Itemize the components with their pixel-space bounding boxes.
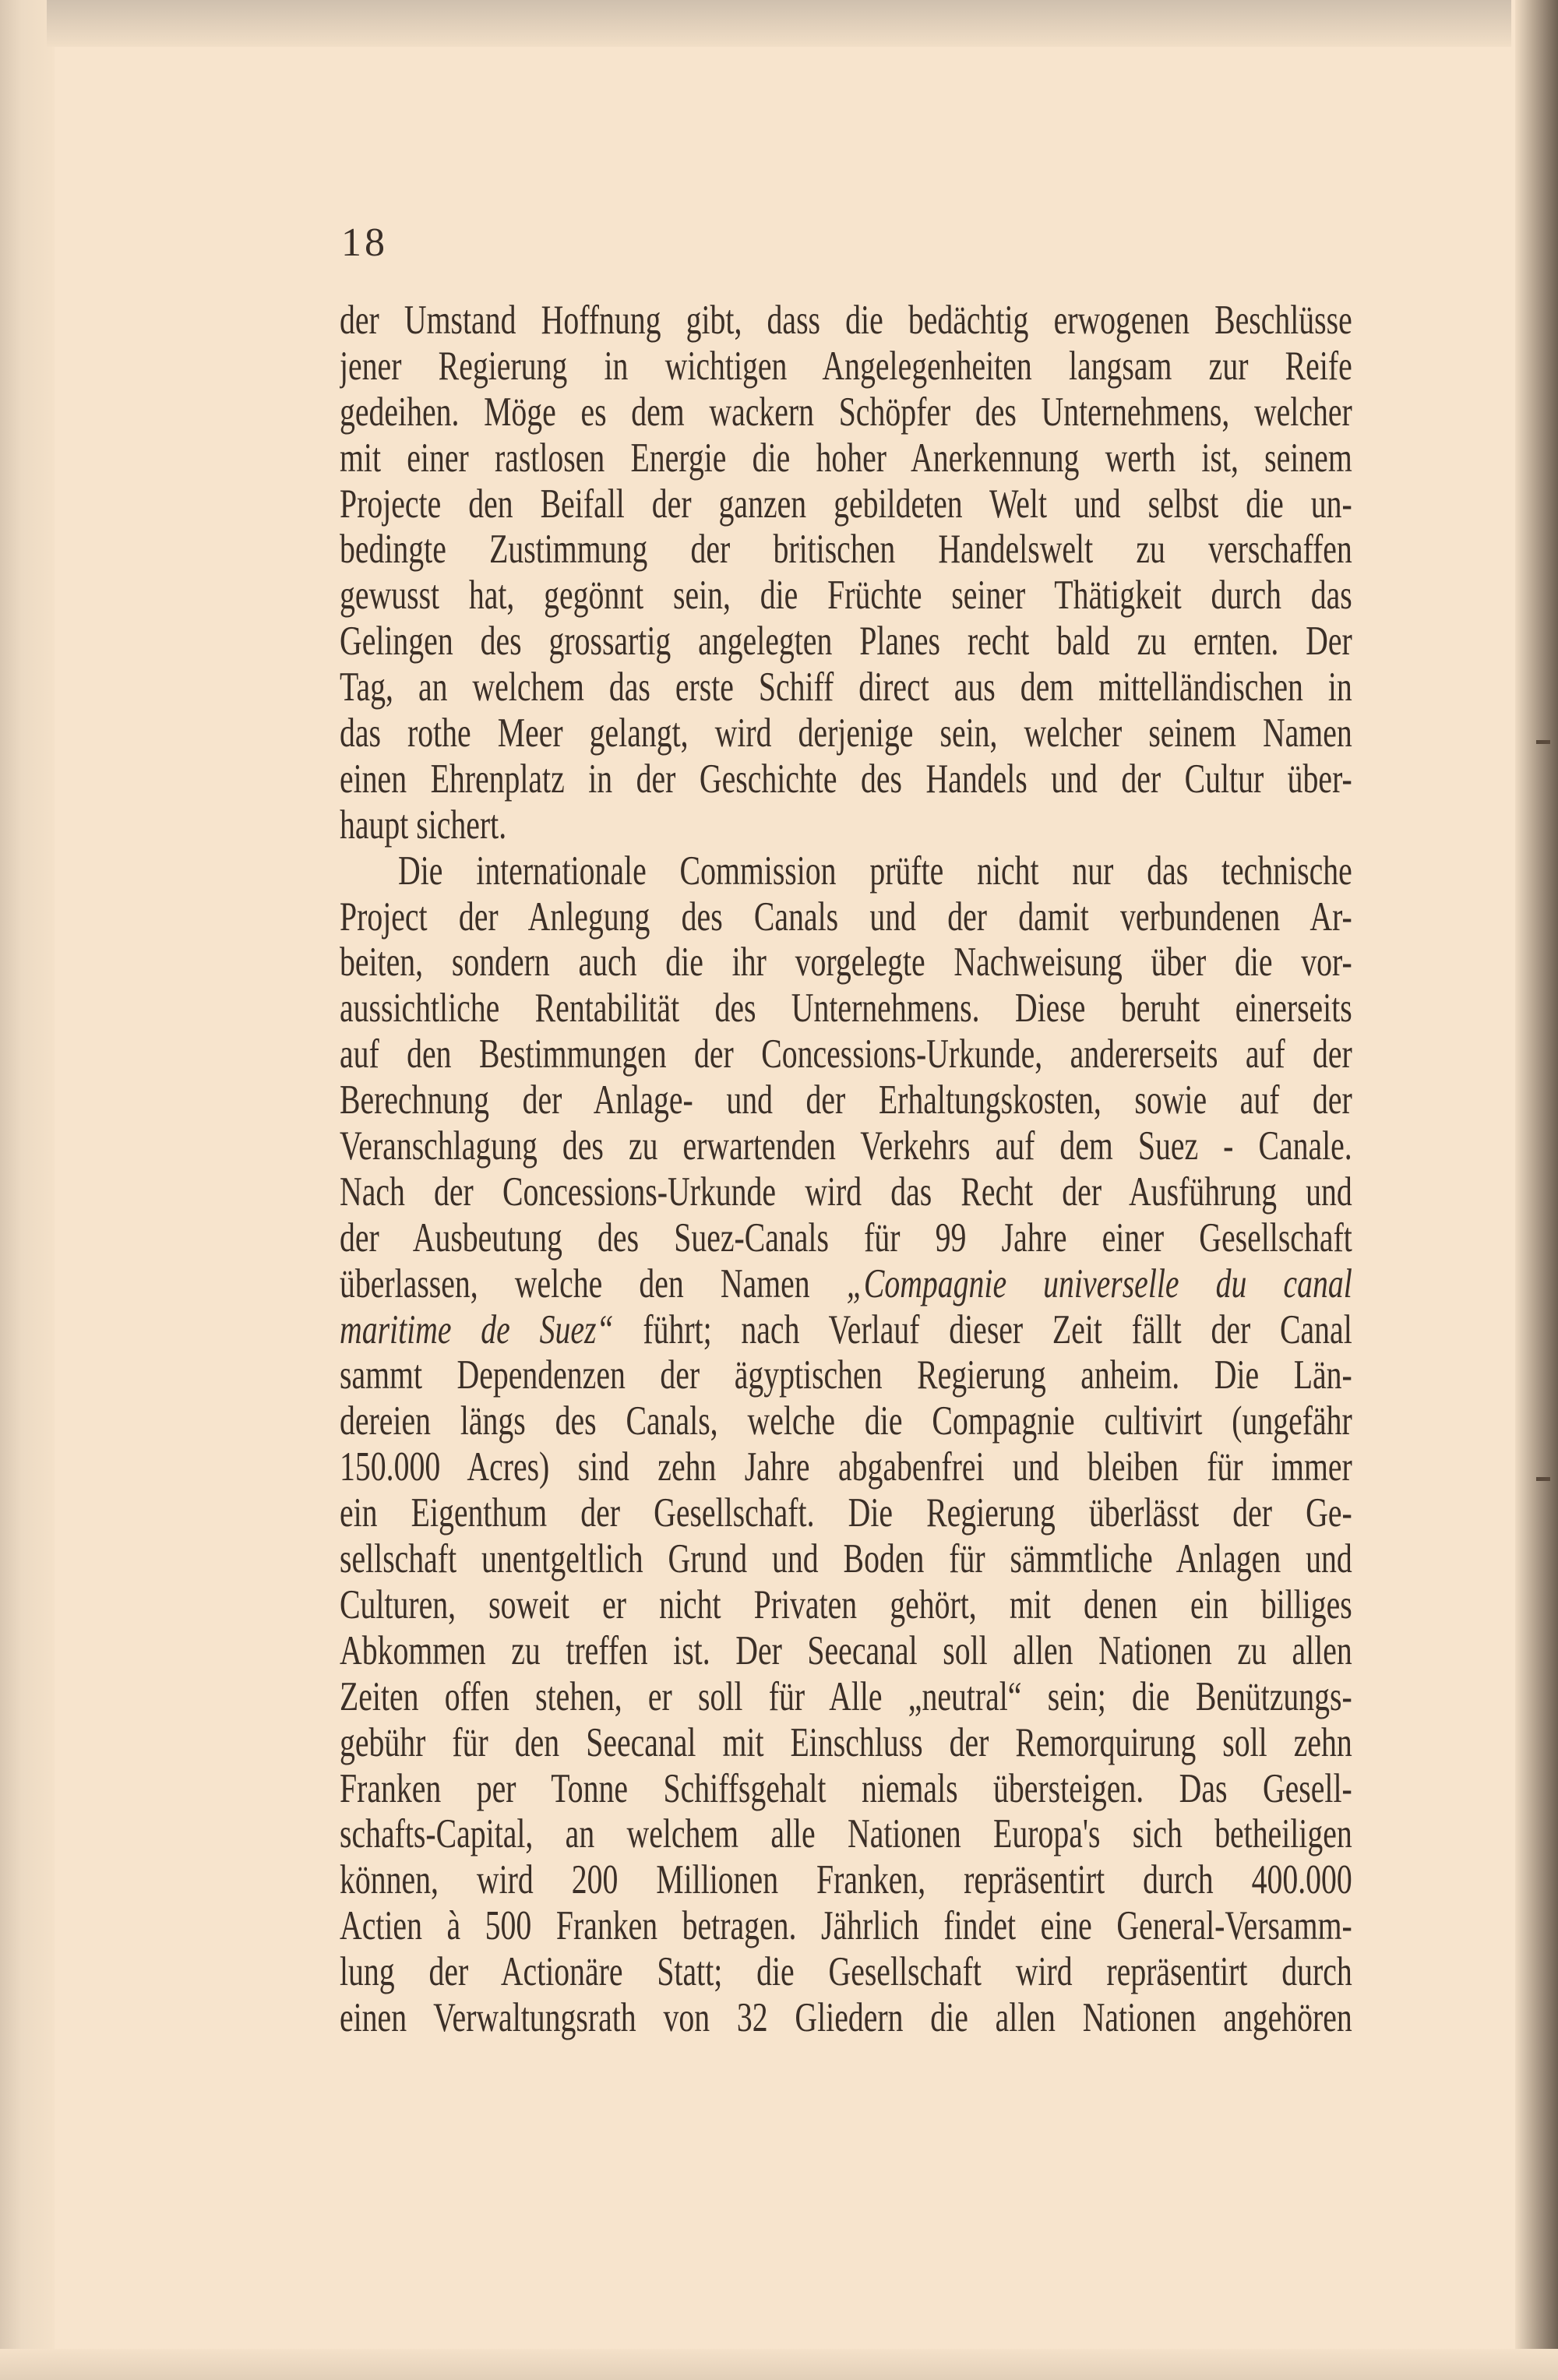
text-segment: gewusst hat, gegönnt sein, die Früchte seiner Thätigkeit durch das	[340, 573, 1352, 619]
page-number: 18	[341, 220, 388, 265]
text-line	[340, 985, 1352, 1031]
italic-text: „Compagnie universelle du canal	[846, 1261, 1352, 1306]
page-edge-bottom	[0, 2349, 1558, 2380]
text-line	[340, 1444, 1352, 1490]
text-segment: lung der Actionäre Statt; die Gesellschaft wird repräsentirt durch	[340, 1949, 1352, 1995]
text-line	[340, 1811, 1352, 1857]
text-segment: Culturen, soweit er nicht Privaten gehört, mit denen ein billiges	[340, 1581, 1352, 1627]
text-segment: Veranschlagung des zu erwartenden Verkehrs auf dem Suez - Canale.	[340, 1123, 1352, 1169]
body-text	[340, 298, 1352, 2041]
text-line	[340, 1766, 1352, 1812]
text-segment: schafts-Capital, an welchem alle Nationen Europa's sich betheiligen	[340, 1811, 1352, 1857]
text-line	[340, 802, 1352, 848]
text-segment: Nach der Concessions-Urkunde wird das Recht der Ausführung und	[340, 1169, 1352, 1215]
text-line	[340, 344, 1352, 390]
text-line	[340, 1949, 1352, 1995]
text-line	[340, 435, 1352, 481]
text-line	[340, 527, 1352, 573]
text-segment: Zeiten offen stehen, er soll für Alle „neutral“ sein; die Benützungs-	[340, 1673, 1352, 1719]
text-line	[340, 573, 1352, 619]
text-segment: beiten, sondern auch die ihr vorgelegte Nachweisung über die vor-	[340, 940, 1352, 985]
text-line	[340, 1536, 1352, 1582]
text-segment: mit einer rastlosen Energie die hoher Anerkennung werth ist, seinem	[340, 435, 1352, 481]
text-line	[340, 710, 1352, 756]
text-segment: können, wird 200 Millionen Franken, repräsentirt durch 400.000	[340, 1857, 1352, 1903]
text-segment: Die internationale Commission prüfte nicht nur das technische	[398, 848, 1352, 894]
text-segment: führt; nach Verlauf dieser Zeit fällt der Canal	[613, 1306, 1352, 1352]
text-segment: der Ausbeutung des Suez-Canals für 99 Jahre einer Gesellschaft	[340, 1215, 1352, 1261]
margin-mark	[1536, 740, 1550, 744]
text-line	[340, 665, 1352, 710]
text-line	[340, 1307, 1352, 1353]
text-line	[340, 1215, 1352, 1261]
text-line	[340, 940, 1352, 985]
text-segment: Tag, an welchem das erste Schiff direct aus dem mittelländischen in	[340, 665, 1352, 710]
text-segment: Projecte den Beifall der ganzen gebildeten Welt und selbst die un-	[340, 481, 1352, 527]
text-line	[340, 1628, 1352, 1674]
text-line	[340, 1720, 1352, 1766]
text-line	[340, 1490, 1352, 1536]
text-line	[340, 1903, 1352, 1949]
text-segment: sellschaft unentgeltlich Grund und Boden für sämmtliche Anlagen und	[340, 1536, 1352, 1582]
text-segment: aussichtliche Rentabilität des Unternehmens. Diese beruht einerseits	[340, 985, 1352, 1031]
text-line	[340, 619, 1352, 665]
page-edge-right	[1515, 0, 1558, 2380]
text-segment: bedingte Zustimmung der britischen Handelswelt zu verschaffen	[340, 527, 1352, 573]
text-segment: ein Eigenthum der Gesellschaft. Die Regierung überlässt der Ge-	[340, 1490, 1352, 1536]
text-segment: Franken per Tonne Schiffsgehalt niemals übersteigen. Das Gesell-	[340, 1765, 1352, 1811]
text-segment: gebühr für den Seecanal mit Einschluss der Remorquirung soll zehn	[340, 1719, 1352, 1765]
text-line	[340, 1077, 1352, 1123]
text-segment: Berechnung der Anlage- und der Erhaltungskosten, sowie auf der	[340, 1077, 1352, 1123]
text-segment: das rothe Meer gelangt, wird derjenige sein, welcher seinem Namen	[340, 710, 1352, 756]
text-segment: sammt Dependenzen der ägyptischen Regierung anheim. Die Län-	[340, 1352, 1352, 1398]
text-line	[340, 894, 1352, 940]
text-segment: Abkommen zu treffen ist. Der Seecanal soll allen Nationen zu allen	[340, 1627, 1352, 1673]
text-line	[340, 390, 1352, 435]
italic-text: maritime de Suez“	[340, 1306, 614, 1352]
text-segment: überlassen, welche den Namen	[340, 1261, 847, 1306]
text-line	[340, 1169, 1352, 1215]
text-segment: Project der Anlegung des Canals und der damit verbundenen Ar-	[340, 894, 1352, 940]
text-line	[340, 1031, 1352, 1077]
text-line	[340, 848, 1352, 894]
text-segment: der Umstand Hoffnung gibt, dass die bedächtig erwogenen Beschlüsse	[340, 298, 1352, 343]
text-segment: 150.000 Acres) sind zehn Jahre abgabenfrei und bleiben für immer	[340, 1444, 1352, 1490]
page-edge-left	[0, 0, 55, 2380]
text-line	[340, 1582, 1352, 1628]
text-segment: einen Ehrenplatz in der Geschichte des Handels und der Cultur über-	[340, 756, 1352, 802]
text-line	[340, 1123, 1352, 1169]
page-edge-top	[47, 0, 1511, 47]
text-line	[340, 756, 1352, 802]
text-line	[340, 1352, 1352, 1398]
text-segment: Gelingen des grossartig angelegten Planes recht bald zu ernten. Der	[340, 619, 1352, 665]
text-segment: jener Regierung in wichtigen Angelegenheiten langsam zur Reife	[340, 343, 1352, 389]
text-segment: gedeihen. Möge es dem wackern Schöpfer des Unternehmens, welcher	[340, 389, 1352, 435]
text-line	[340, 1261, 1352, 1307]
text-segment: dereien längs des Canals, welche die Compagnie cultivirt (ungefähr	[340, 1398, 1352, 1444]
text-segment: haupt sichert.	[340, 802, 507, 848]
text-line	[340, 1995, 1352, 2041]
text-line	[340, 298, 1352, 344]
text-line	[340, 1398, 1352, 1444]
text-segment: einen Verwaltungsrath von 32 Gliedern die allen Nationen angehören	[340, 1994, 1352, 2040]
text-line	[340, 1857, 1352, 1903]
text-segment: Actien à 500 Franken betragen. Jährlich findet eine General-Versamm-	[340, 1903, 1352, 1949]
text-line	[340, 481, 1352, 527]
text-segment: auf den Bestimmungen der Concessions-Urkunde, andererseits auf der	[340, 1031, 1352, 1077]
text-line	[340, 1674, 1352, 1720]
margin-mark	[1536, 1477, 1550, 1481]
